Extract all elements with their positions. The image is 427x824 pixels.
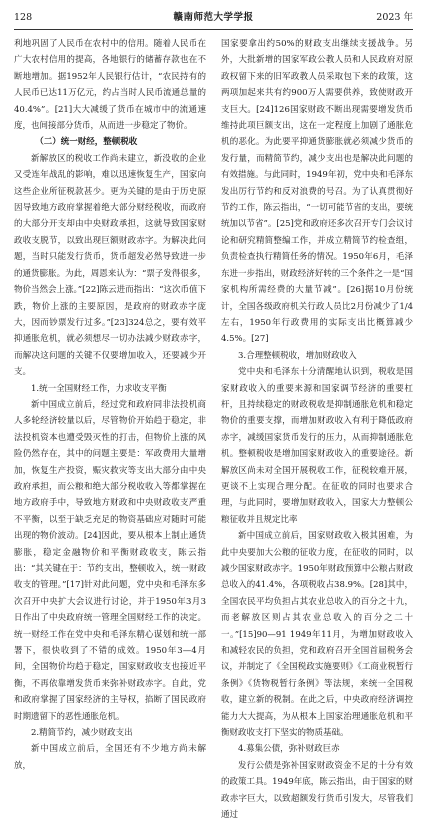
section-heading: （二）统一财经，整顿税收 <box>35 137 138 148</box>
running-header <box>14 10 413 26</box>
paragraph: 4.募集公债，弥补财政巨赤 <box>238 744 340 755</box>
page-number: 128 <box>14 12 33 23</box>
paragraph: 新解放区的税收工作尚未建立，新没收的企业又受连年战乱的影响，难以迅速恢复生产，国家向这些企业所征税款甚少。更为关键的是由于历史原因导致地方政府掌握着绝大部分财经税收，而政府的大部分开支却由中央财政承担，这就导致国家财政收支脱节，以致出现巨额财政赤字。为解决此问题，当时只能发行货币，货币超发必然导致进一步的通货膨胀。为此，周恩来认为：“票子发得很多，物价当然会上涨。”[22]陈云进而指出：“这次币值下跌，物价上涨的主要原因，是政府的财政赤字庞大，因而钞票发行过多。”[23]324总之，要有效平抑通胀危机，就必须想尽一切办法减少财政赤字，而解决这问题的关键不仅要增加收入，还要减少开支。 <box>14 153 206 378</box>
header-rule <box>14 29 413 30</box>
paragraph: 新中国成立前后，国家财政收入极其困难，为此中央要加大公粮的征收力度，在征收的同时，以减少国家财政赤字。1950年财政预算中公粮占财政总收入的41.4%，各项税收占38.9%。[28]其中，全国农民平均负担占其农业总收入的百分之十九，而老解放区则占其农业总收入的百分之二十一。”[15]90—91 1949年11月，为增加财政收入和减轻农民的负担，党和政府召开全国首届税务会议，并制定了《全国税政实施要则》《工商业税暂行条例》《货物税暂行条例》等法规，来统一全国税收，建立新的税制。在此之后，中央政府经济调控能力大大提高，为从根本上国家治理通胀危机和平衡财政收支打下坚实的物质基础。 <box>221 531 413 739</box>
paragraph: 2.精简节约，减少财政支出 <box>31 728 133 739</box>
left-column <box>14 36 206 771</box>
right-column <box>221 36 413 821</box>
paragraph: 国家要拿出约50%的财政支出继续支援战争。另外，大批新增的国家军政公教人员和人民政府对原政权留下来的旧军政教人员采取包下来的政策，这两项加起来共有约900万人需要供养，致使财政开支巨大。[24]126国家财政不断出现需要增发货币维持此项巨额支出，这在一定程度上加剧了通胀危机的恶化。为此要平抑通货膨胀就必须减少货币的发行量，而精简节约，减少支出也是解决此问题的有效措施。与此同时，1949年初，党中央和毛泽东发出厉行节约和反对浪费的号召。为了认真贯彻好节约工作，陈云指出，“一切可能节省的支出，要统统加以节省”。[25]党和政府还多次召开专门会议讨论和研究精简整编工作，并成立精简节约检查组，负责检查执行精简任务的情况。1950年6月，毛泽东进一步指出，财政经济好转的三个条件之一是“国家机构所需经费的大量节减”。[26]据10月份统计，全国各级政府机关行政人员比2月份减少了1/4左右，1950年行政费用的实际支出比概算减少4.5%。[27] <box>221 39 413 345</box>
paragraph: 发行公债是弥补国家财政资金不足的十分有效的政策工具。1949年底，陈云指出，由于国家的财政赤字巨大，以致超额发行货币引发大，尽管我们通过 <box>221 760 413 821</box>
paragraph: 新中国成立前后，全国还有不少地方尚未解放， <box>14 744 206 771</box>
publication-year: 2023 年 <box>376 12 413 23</box>
paragraph: 党中央和毛泽东十分清醒地认识到，税收是国家财政收入的重要来源和国家调节经济的重要杠杆，且持续稳定的财政税收是抑制通胀危机和稳定物价的重要支撑，而增加财政收入有利于降低政府赤字，减缓国家货币发行的压力，从而抑制通胀危机。整顿税收是增加国家财政收入的重要途径。新解放区尚未对全国开展税收工作，征税较难开展，更谈不上实现合理分配。在征收的同时也要求合理，与此同时，要增加财政收入，国家大力整顿公粮征收并且规定比率 <box>221 367 413 525</box>
paragraph: 利地巩固了人民币在农村中的信用。随着人民币在广大农村信用的提高，各地银行的储蓄存款也在不断地增加。据1952年人民银行估计，“农民持有的人民币已达11万亿元，约占当时人民币流通总量的40.4%”。[21]大大减缓了货币在城市中的流通速度，也间接部分货币，从而进一步稳定了物价。 <box>14 39 206 132</box>
journal-title: 赣南师范大学学报 <box>173 12 254 23</box>
paragraph: 1.统一全国财经工作，力求收支平衡 <box>31 383 167 394</box>
paragraph: 3.合理整顿税收，增加财政收入 <box>238 350 357 361</box>
paragraph: 新中国成立前后，经过党和政府同非法投机商人多轮经济较量以后，尽管物价开始趋于稳定，非法投机资本也遭受毁灭性的打击，但物价上涨的风险仍然存在，其中的问题主要是：军政费用大量增加，恢复生产投资，赈灾救灾等支出大部分由中央政府承担，而公粮和绝大部分税收收入等都掌握在地方政府手中，导致地方财政和中央财政收支严重不平衡，以至于缺乏充足的物资基础应对随时可能出现的物价波动。[24]因此，要从根本上制止通货膨胀，稳定金融物价和平衡财政收支，陈云指出：“其关键在于：节约支出，整顿收入，统一财政收支的管理。”[17]针对此问题，党中央和毛泽东多次召开中央扩大会议进行讨论，并于1950年3月3日作出了中央政府统一管理全国财经工作的决定。统一财经工作在党中央和毛泽东精心谋划和统一部署下，很快收到了不错的成效。1950年3—4月间，全国物价均趋于稳定，国家财政收支也接近平衡，不再依靠增发货币来弥补财政赤字。自此，党和政府掌握了国家经济的主导权，掐断了国民政府时期遗留下的恶性通胀危机。 <box>14 399 206 722</box>
